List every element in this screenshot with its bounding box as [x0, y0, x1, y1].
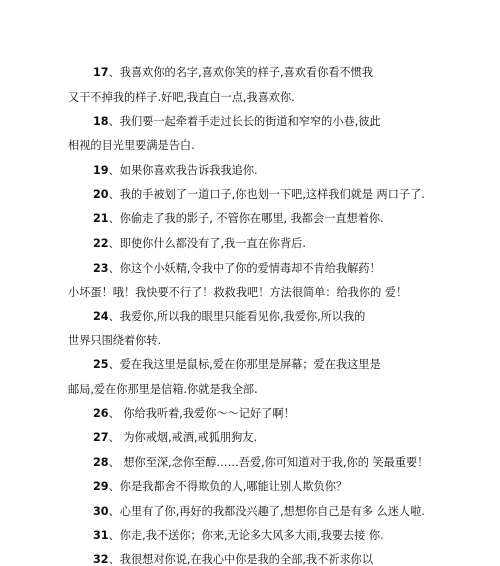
entry-32 [93, 553, 373, 566]
entry-18 [93, 115, 381, 129]
entry-24 [93, 310, 365, 324]
entry-24-continuation: 世界只围绕着你转. [68, 334, 162, 347]
entry-number: 23 [93, 262, 109, 275]
entry-23 [93, 262, 381, 276]
entry-number: 21 [93, 212, 109, 225]
entry-23-continuation: 小坏蛋！哦！我快要不行了！救救我吧！方法很简单：给我你的 爱！ [68, 286, 408, 299]
entry-20 [93, 188, 425, 202]
entry-text: 、如果你喜欢我告诉我我追你. [108, 164, 258, 177]
entry-text: 、 想你至深,念你至醇……吾爱,你可知道对于我,你的 笑最重要！ [108, 456, 429, 469]
entry-29 [93, 480, 347, 494]
entry-30 [93, 505, 425, 519]
entry-27 [93, 431, 257, 445]
entry-text: 、 你给我听着,我爱你～～记好了啊！ [108, 407, 295, 420]
entry-text: 、你走,我不送你；你来,无论多大风多大雨,我要去接 你. [108, 529, 384, 542]
entry-number: 25 [93, 358, 109, 371]
entry-text: 、心里有了你,再好的我都没兴趣了,想想你自己是有多 么迷人啦. [108, 505, 425, 518]
entry-22 [93, 237, 306, 251]
entry-text: 、你这个小妖精,令我中了你的爱情毒却不肯给我解药！ [108, 262, 381, 275]
entry-number: 27 [93, 431, 109, 444]
entry-number: 17 [93, 66, 109, 79]
entry-31 [93, 529, 384, 543]
entry-19 [93, 164, 258, 178]
entry-28 [93, 456, 428, 470]
entry-26 [93, 407, 295, 421]
entry-number: 29 [93, 480, 109, 493]
entry-text: 、我们要一起牵着手走过长长的街道和窄窄的小巷,彼此 [108, 115, 381, 128]
entry-text: 、我的手被划了一道口子,你也划一下吧,这样我们就是 两口子了. [108, 188, 425, 201]
entry-text: 、我爱你,所以我的眼里只能看见你,我爱你,所以我的 [108, 310, 366, 323]
entry-number: 30 [93, 505, 109, 518]
entry-17-continuation: 又干不掉我的样子.好吧,我直白一点,我喜欢你. [68, 91, 295, 104]
entry-text: 、 为你戒烟,戒酒,戒狐朋狗友. [108, 431, 258, 444]
entry-text: 、你偷走了我的影子, 不管你在哪里, 我都会一直想着你. [108, 212, 384, 225]
entry-text: 、我喜欢你的名字,喜欢你笑的样子,喜欢看你看不惯我 [108, 66, 374, 79]
entry-text: 、你是我都舍不得欺负的人,哪能让别人欺负你？ [108, 480, 348, 493]
entry-text: 、爱在我这里是鼠标,爱在你那里是屏幕；爱在我这里是 [108, 358, 381, 371]
entry-number: 24 [93, 310, 109, 323]
entry-number: 19 [93, 164, 109, 177]
entry-text: 、即使你什么都没有了,我一直在你背后. [108, 237, 306, 250]
entry-25 [93, 358, 381, 372]
entry-18-continuation: 相视的目光里要满是告白. [68, 139, 195, 152]
entry-number: 22 [93, 237, 109, 250]
entry-number: 26 [93, 407, 109, 420]
entry-17 [93, 66, 373, 80]
entry-number: 18 [93, 115, 109, 128]
entry-text: 、我很想对你说,在我心中你是我的全部,我不祈求你以 [108, 553, 374, 566]
entry-number: 28 [93, 456, 109, 469]
entry-number: 31 [93, 529, 109, 542]
entry-number: 32 [93, 553, 109, 566]
entry-25-continuation: 邮局,爱在你那里是信箱.你就是我全部. [68, 383, 258, 396]
entry-number: 20 [93, 188, 109, 201]
entry-21 [93, 212, 384, 226]
